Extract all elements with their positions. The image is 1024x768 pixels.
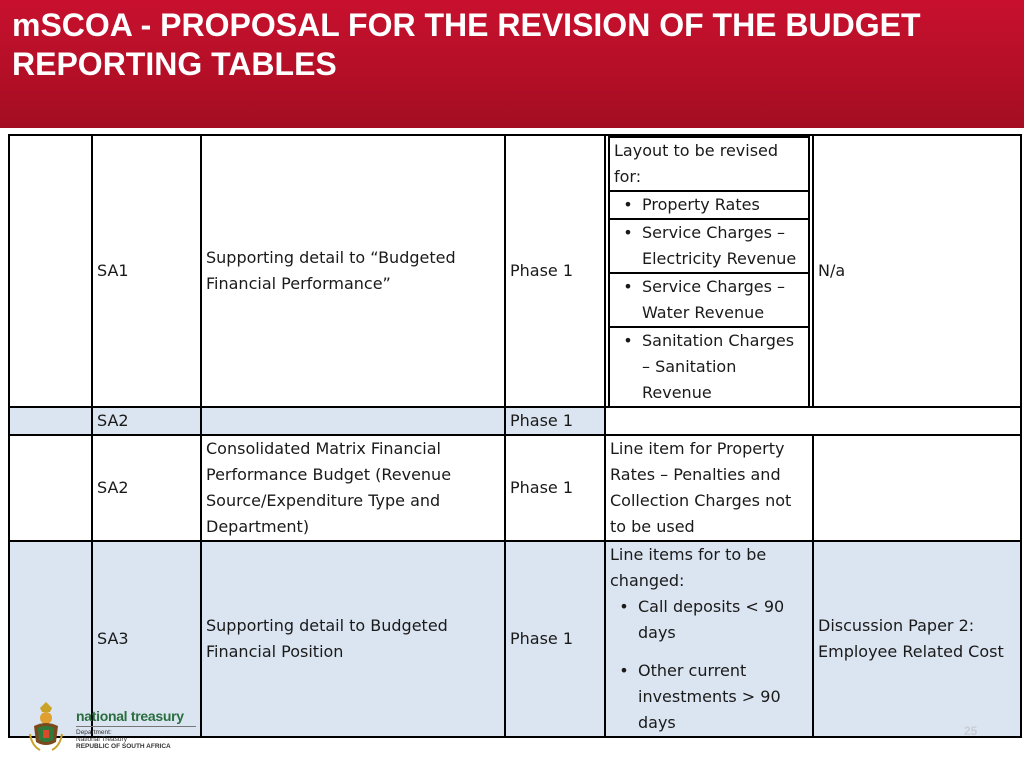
change-cell <box>605 407 813 435</box>
blank-cell <box>9 135 92 407</box>
code-cell: SA2 <box>92 435 201 541</box>
description-cell <box>201 407 505 435</box>
phase-cell: Phase 1 <box>505 407 605 435</box>
coat-of-arms-icon <box>26 698 66 754</box>
table-row <box>9 135 1021 407</box>
phase-cell: Phase 1 <box>505 435 605 541</box>
phase-cell: Phase 1 <box>505 541 605 737</box>
bullet-icon: • <box>623 331 633 350</box>
comment-cell <box>813 407 1021 435</box>
description-cell: Consolidated Matrix Financial Performance Budget (Revenue Source/Expenditure Type and Department) <box>201 435 505 541</box>
bullet-icon: • <box>619 597 629 616</box>
list-item: • Call deposits < 90 days <box>610 594 808 646</box>
list-item: • Sanitation Charges – Sanitation Revenue <box>609 327 809 406</box>
description-cell: Supporting detail to Budgeted Financial Position <box>201 541 505 737</box>
page-number: 25 <box>964 724 978 738</box>
bullet-icon: • <box>619 661 629 680</box>
description-cell: Supporting detail to “Budgeted Financial Performance” <box>201 135 505 407</box>
bullet-icon: • <box>623 223 633 242</box>
code-cell: SA1 <box>92 135 201 407</box>
change-cell <box>605 541 813 737</box>
blank-cell <box>9 435 92 541</box>
comment-cell <box>813 435 1021 541</box>
slide-header <box>0 0 1024 128</box>
table-row <box>9 407 1021 435</box>
phase-cell: Phase 1 <box>505 135 605 407</box>
bullet-icon: • <box>623 195 633 214</box>
code-cell: SA3 <box>92 541 201 737</box>
list-item: • Other current investments > 90 days <box>610 658 808 736</box>
table-row <box>9 435 1021 541</box>
bullet-icon: • <box>623 277 633 296</box>
change-cell <box>605 135 813 407</box>
list-item: • Service Charges – Water Revenue <box>609 273 809 327</box>
comment-cell: N/a <box>813 135 1021 407</box>
code-cell: SA2 <box>92 407 201 435</box>
comment-cell: Discussion Paper 2: Employee Related Cost <box>813 541 1021 737</box>
list-item: • Service Charges – Electricity Revenue <box>609 219 809 273</box>
change-intro: Line items for to be changed: <box>610 545 767 590</box>
logo-wordmark: national treasury <box>76 708 184 724</box>
blank-cell <box>9 407 92 435</box>
budget-tables-grid <box>8 134 1022 738</box>
change-intro: Layout to be revised for: <box>609 137 809 191</box>
logo-divider <box>76 726 196 727</box>
national-treasury-logo: national treasury Department: National Treasury REPUBLIC OF SOUTH AFRICA <box>26 698 216 754</box>
slide-title: mSCOA - PROPOSAL FOR THE REVISION OF THE BUDGET REPORTING TABLES <box>12 7 921 82</box>
change-cell: Line item for Property Rates – Penalties and Collection Charges not to be used <box>605 435 813 541</box>
change-list <box>608 136 810 406</box>
list-item: • Property Rates <box>609 191 809 219</box>
